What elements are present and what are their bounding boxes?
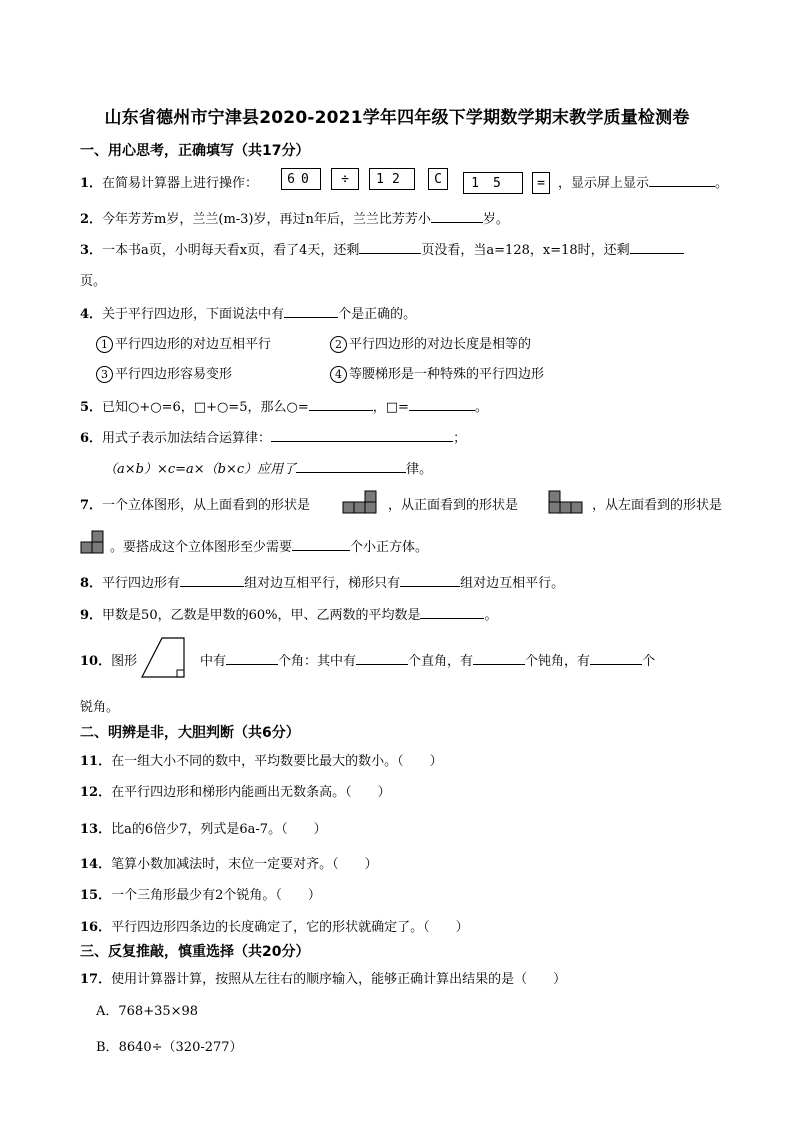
circled-number: 4 [330,366,347,383]
question-text: 平行四边形四条边的长度确定了，它的形状就确定了。（ ） [111,920,469,935]
question-text: 中有 [200,654,227,669]
page-title: 山东省德州市宁津县2020-2021学年四年级下学期数学期末教学质量检测卷 [104,108,690,128]
q4-option-3 [96,363,232,383]
question-end: 。 [484,608,498,623]
front-view-figure [548,490,586,514]
calc-key-1: 1 [376,172,392,187]
question-7 [80,494,310,513]
answer-blank[interactable] [180,573,244,587]
question-number: 6． [80,431,103,446]
question-number: 16． [80,920,112,935]
question-10-line2: 锐角。 [80,700,120,715]
answer-blank[interactable] [309,397,373,411]
option-text: 768+35×98 [118,1004,199,1019]
question-number: 3． [80,243,103,258]
question-text: 在平行四边形和梯形内能画出无数条高。（ ） [111,785,391,800]
answer-blank[interactable] [630,240,684,254]
question-number: 1． [80,176,103,191]
question-6 [80,427,466,446]
calc-key-5: 5 [493,176,515,191]
question-number: 17． [80,972,112,987]
calc-key-divide: ÷ [331,168,359,190]
question-end: 律。 [406,462,433,477]
question-text: 比a的6倍少7，列式是6a-7。（ ） [111,822,327,837]
question-7-mid1: ，从正面看到的形状是 [388,498,519,513]
question-number: 13． [80,822,112,837]
calculator-keys-15 [463,172,523,194]
calc-key-0: 0 [301,172,315,187]
question-text: 一本书a页，小明每天看x页，看了4天，还剩 [102,243,360,258]
question-3 [80,239,684,258]
question-text: 一个三角形最少有2个锐角。（ ） [111,888,321,903]
question-7-mid2: ，从左面看到的形状是 [592,498,723,513]
question-text: 平行四边形有 [102,576,181,591]
question-11 [80,750,443,769]
answer-blank[interactable] [359,240,421,254]
answer-blank[interactable] [590,651,642,665]
question-9 [80,604,498,623]
question-13 [80,818,327,837]
question-17 [80,968,566,987]
question-text: 笔算小数加减法时，末位一定要对齐。（ ） [111,857,378,872]
answer-blank[interactable] [284,304,338,318]
question-text: 图形 [111,654,138,669]
answer-blank[interactable] [420,605,484,619]
question-16 [80,916,469,935]
question-number: 4． [80,307,103,322]
question-text: 一个立体图形，从上面看到的形状是 [102,498,311,513]
calc-key-2: 2 [392,172,408,187]
answer-blank[interactable] [292,537,350,551]
question-text: 今年芳芳m岁，兰兰(m-3)岁，再过n年后，兰兰比芳芳小 [102,212,431,227]
question-text: 使用计算器计算，按照从左往右的顺序输入，能够正确计算出结果的是（ ） [111,972,567,987]
option-text: 平行四边形容易变形 [115,367,233,382]
section-1-heading: 一、用心思考，正确填写（共17分） [80,143,310,159]
question-4 [80,303,416,322]
calc-key-1b: 1 [471,176,493,191]
question-end: 组对边互相平行。 [460,576,565,591]
question-text: 在简易计算器上进行操作： [102,176,259,191]
right-trapezoid-figure [140,636,188,680]
question-text-tail: ，显示屏上显示 [558,176,650,191]
circled-number: 2 [330,336,347,353]
question-text-mid: 组对边互相平行，梯形只有 [244,576,401,591]
question-text-mid: ，□= [372,400,409,415]
option-label: B． [96,1040,119,1055]
option-text: 8640÷（320-277） [118,1040,243,1055]
question-text: 个直角，有 [408,654,474,669]
question-6-line2 [104,458,432,477]
answer-blank[interactable] [409,397,475,411]
question-text-mid: 页没看，当a=128，x=18时，还剩 [421,243,630,258]
calc-key-6: 6 [287,172,301,187]
answer-blank[interactable] [296,459,406,473]
question-end: 个小正方体。 [350,540,429,555]
question-end: 。 [474,400,488,415]
q4-option-2 [330,333,531,353]
option-text: 平行四边形的对边互相平行 [115,337,272,352]
question-number: 2． [80,212,103,227]
section-3-heading: 三、反复推敲，慎重选择（共20分） [80,944,310,960]
question-text: 。要搭成这个立体图形至少需要 [110,540,293,555]
question-12 [80,781,391,800]
calculator-keys-display [281,168,321,190]
question-text: 甲数是50，乙数是甲数的60%，甲、乙两数的平均数是 [102,608,421,623]
question-text: 关于平行四边形，下面说法中有 [102,307,285,322]
q17-option-b[interactable] [96,1036,243,1055]
question-end: 个是正确的。 [338,307,417,322]
answer-blank[interactable] [400,573,460,587]
section-2-heading: 二、明辨是非，大胆判断（共6分） [80,725,300,741]
answer-blank[interactable] [356,651,408,665]
circled-number: 1 [96,336,113,353]
question-end: 岁。 [482,212,509,227]
question-15 [80,884,321,903]
question-10-body [200,650,655,669]
question-8 [80,572,564,591]
question-text: 在一组大小不同的数中，平均数要比最大的数小。（ ） [111,754,443,769]
answer-blank[interactable] [473,651,525,665]
question-number: 12． [80,785,112,800]
question-1-tail [558,172,728,191]
calculator-keys-12 [369,168,415,190]
question-10 [80,650,137,669]
question-5 [80,396,488,415]
question-end: 。 [715,176,729,191]
q4-option-1 [96,333,271,353]
formula-text: （a×b）×c=a×（b×c）应用了 [104,462,297,477]
question-number: 5． [80,400,103,415]
question-number: 8． [80,576,103,591]
question-number: 7． [80,498,103,513]
question-text: 个 [642,654,656,669]
answer-blank[interactable] [271,428,453,442]
q17-option-a[interactable] [96,1000,198,1019]
question-7-line2 [110,536,428,555]
option-label: A． [96,1004,119,1019]
option-text: 平行四边形的对边长度是相等的 [349,337,532,352]
answer-blank[interactable] [226,651,278,665]
question-end: ； [453,431,467,446]
question-1 [80,172,258,191]
circled-number: 3 [96,366,113,383]
top-view-figure [342,490,380,514]
option-text: 等腰梯形是一种特殊的平行四边形 [349,367,545,382]
calc-key-clear: C [428,168,448,190]
question-3-line2: 页。 [80,274,107,289]
question-text: 用式子表示加法结合运算律： [102,431,272,446]
question-text: 个角：其中有 [278,654,357,669]
question-number: 10． [80,654,112,669]
question-text: 个钝角，有 [525,654,591,669]
calc-key-equals: = [532,172,550,194]
question-number: 11． [80,754,112,769]
question-number: 15． [80,888,112,903]
question-number: 9． [80,608,103,623]
q4-option-4 [330,363,544,383]
question-2 [80,208,509,227]
question-14 [80,853,378,872]
answer-blank[interactable] [431,209,483,223]
answer-blank[interactable] [649,173,715,187]
left-view-figure [80,530,106,554]
question-number: 14． [80,857,112,872]
question-text: 已知○+○=6，□+○=5，那么○= [102,400,309,415]
